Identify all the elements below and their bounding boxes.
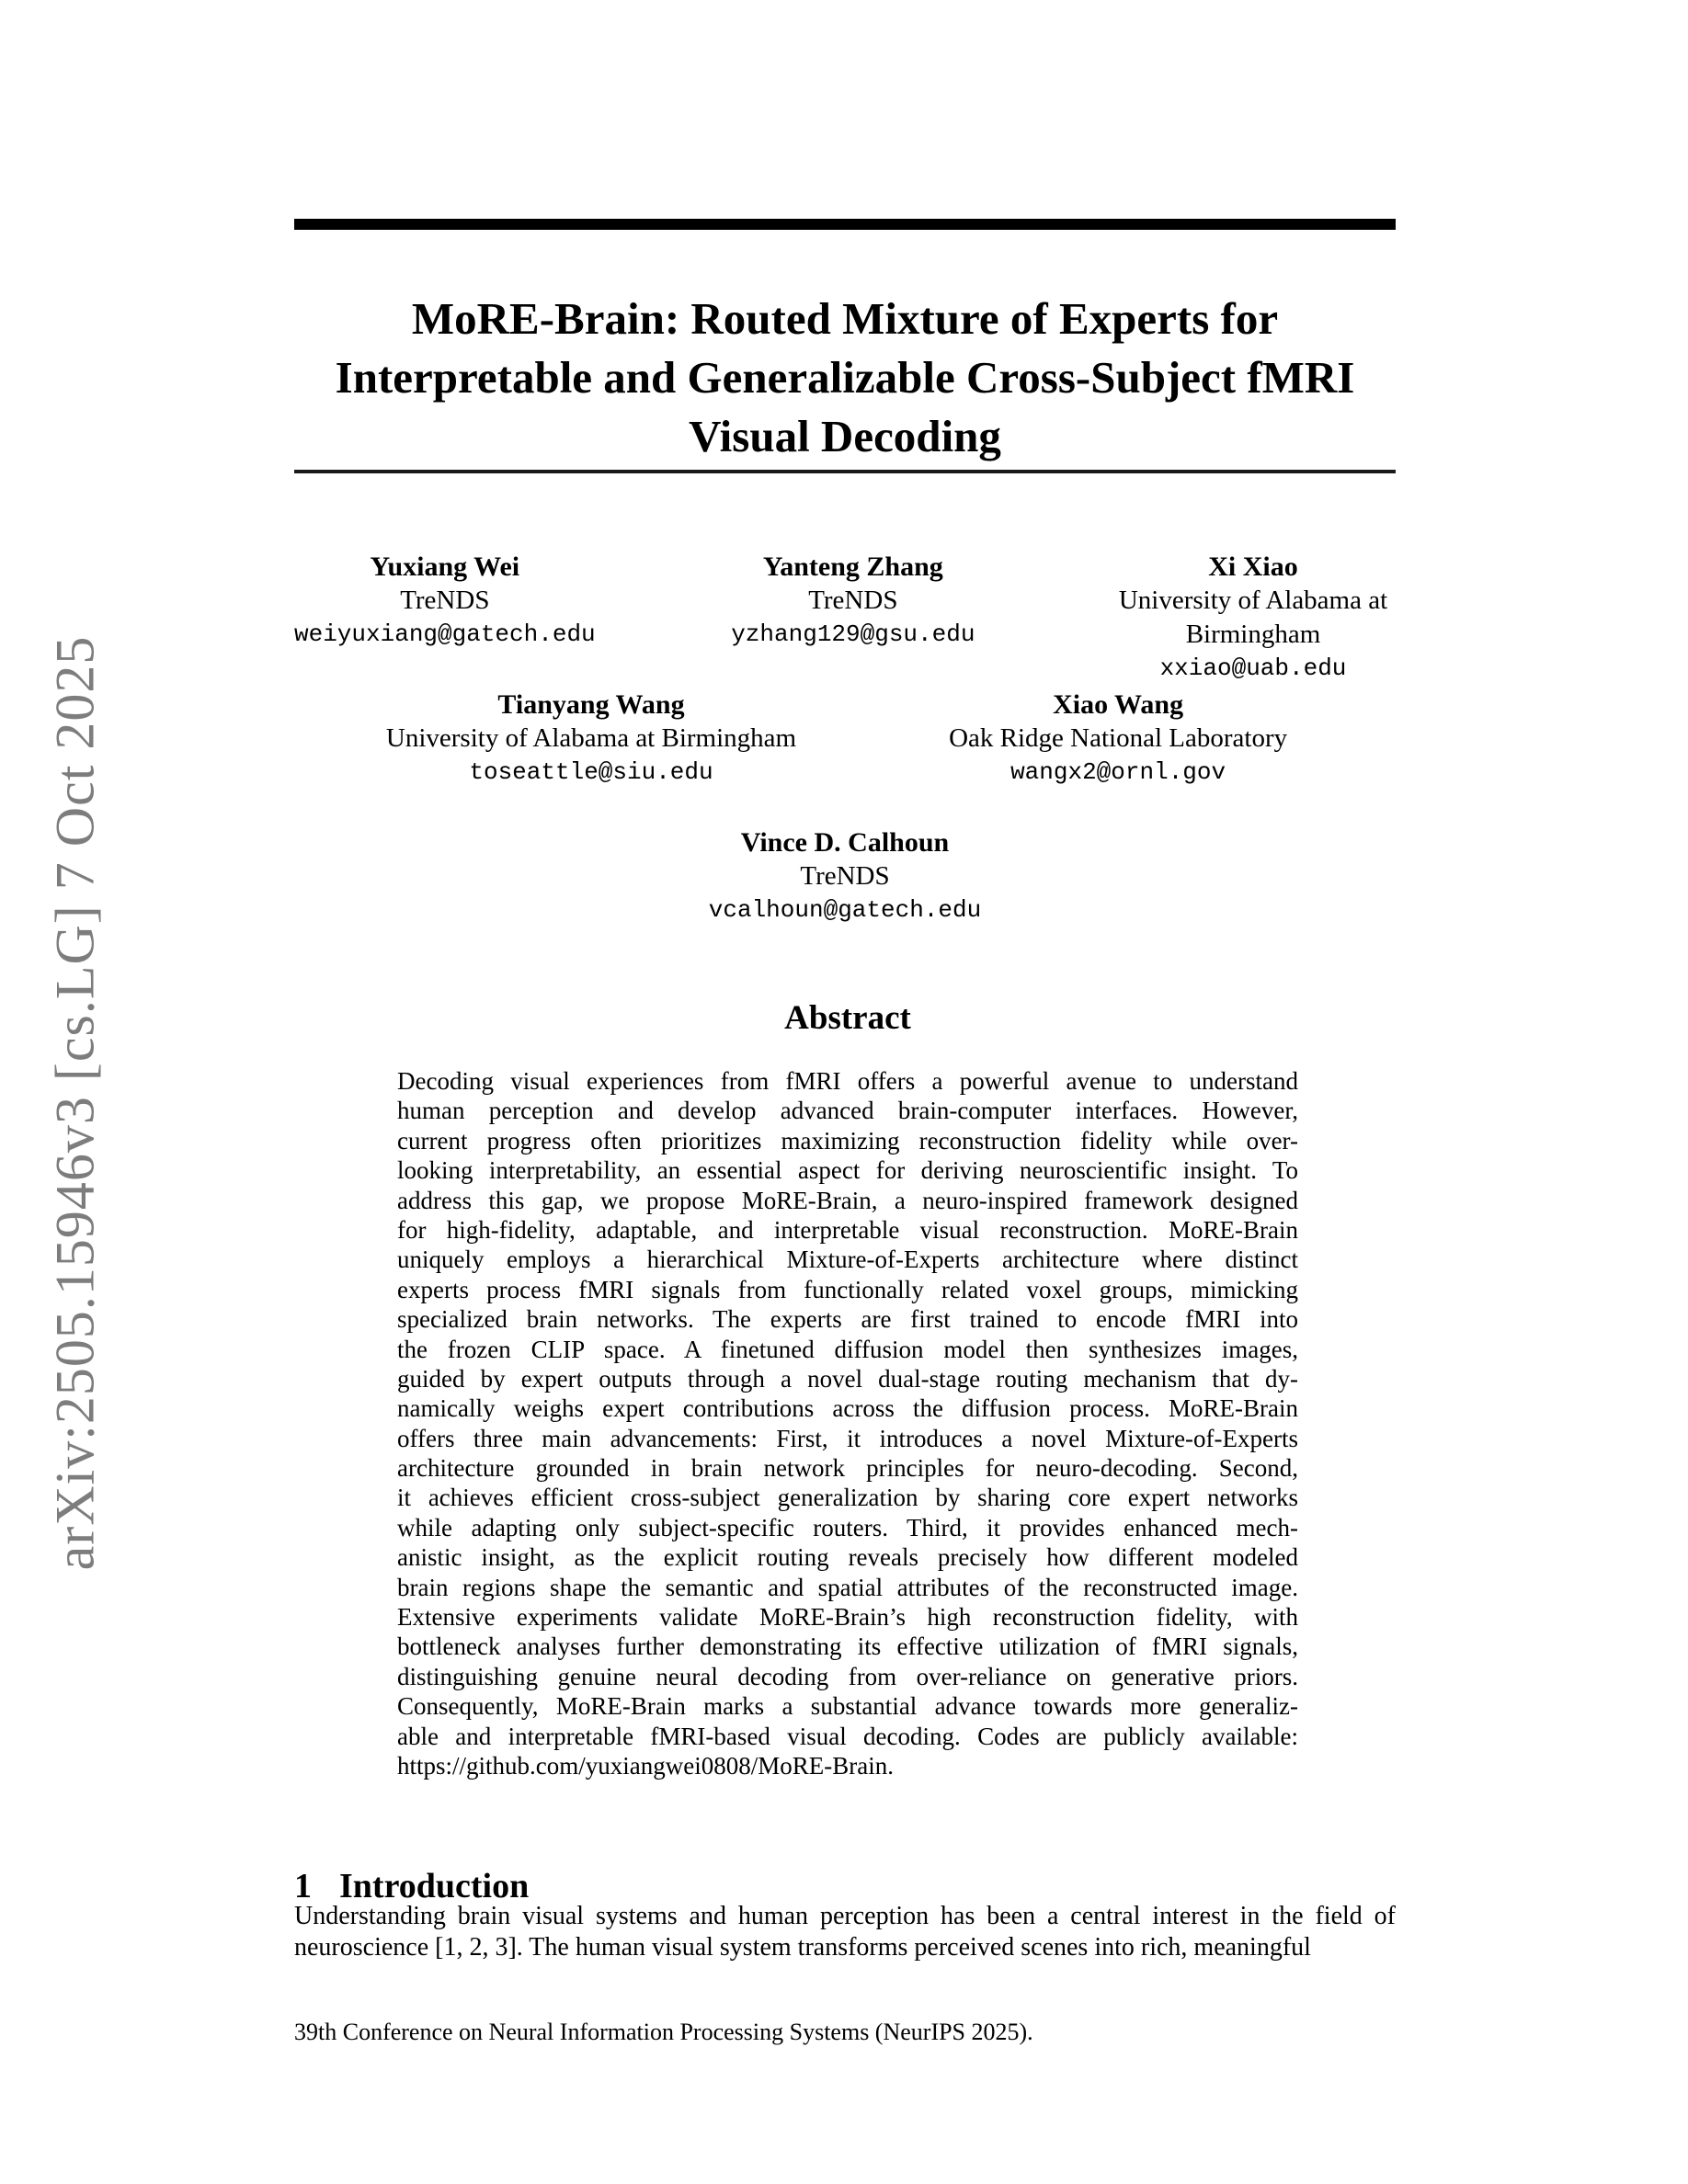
author-email: wangx2@ornl.gov	[1010, 758, 1226, 786]
abstract-line: Decoding visual experiences from fMRI offers a powerful avenue to understand	[397, 1067, 1298, 1095]
section-number: 1	[294, 1866, 312, 1905]
abstract-line: https://github.com/yuxiangwei0808/MoRE-Brain.	[397, 1751, 894, 1780]
abstract-line: the frozen CLIP space. A finetuned diffusion model then synthesizes images,	[397, 1335, 1298, 1363]
author-name: Yuxiang Wei	[370, 552, 520, 582]
authors-row-1	[294, 550, 1396, 686]
author-card	[1111, 550, 1396, 686]
abstract-line: architecture grounded in brain network principles for neuro-decoding. Second,	[397, 1454, 1298, 1483]
abstract-heading: Abstract	[784, 999, 911, 1037]
author-name: Xiao Wang	[1053, 689, 1184, 720]
author-name: Tianyang Wang	[497, 689, 685, 720]
introduction-paragraph: Understanding brain visual systems and human perception has been a central interest in the field of neuroscience [1, 2, 3]. The human visual system transforms perceived scenes into rich, meaningful	[294, 1902, 1396, 1962]
author-email: xxiao@uab.edu	[1159, 654, 1347, 682]
abstract-line: current progress often prioritizes maximizing reconstruction fidelity while over-	[397, 1126, 1298, 1155]
abstract-line: looking interpretability, an essential aspect for deriving neuroscientific insight. To	[397, 1156, 1298, 1185]
abstract-line: specialized brain networks. The experts are first trained to encode fMRI into	[397, 1305, 1298, 1334]
abstract-line: distinguishing genuine neural decoding from over-reliance on generative priors.	[397, 1662, 1298, 1690]
arxiv-watermark: arXiv:2505.15946v3 [cs.LG] 7 Oct 2025	[44, 635, 106, 1571]
abstract-line: it achieves efficient cross-subject generalization by sharing core expert networks	[397, 1484, 1298, 1512]
abstract-line: anistic insight, as the explicit routing reveals precisely how different modeled	[397, 1543, 1298, 1572]
author-card	[587, 825, 1102, 927]
author-name: Xi Xiao	[1208, 552, 1298, 582]
author-email: toseattle@siu.edu	[469, 758, 713, 786]
abstract-line: uniquely employs a hierarchical Mixture-of-Experts architecture where distinct	[397, 1246, 1298, 1274]
section-title: Introduction	[339, 1866, 530, 1905]
author-email: yzhang129@gsu.edu	[731, 620, 975, 648]
author-affiliation: TreNDS	[400, 586, 490, 615]
authors-row-2	[294, 688, 1396, 790]
abstract-line: while adapting only subject-specific routers. Third, it provides enhanced mech-	[397, 1513, 1298, 1541]
abstract-text	[397, 1066, 1298, 1780]
author-affiliation: University of Alabama at Birmingham	[385, 723, 797, 753]
paper-title	[294, 290, 1396, 466]
abstract-line: namically weighs expert contributions across the diffusion process. MoRE-Brain	[397, 1394, 1298, 1423]
author-card	[879, 688, 1357, 790]
abstract-line: Consequently, MoRE-Brain marks a substantial advance towards more generaliz-	[397, 1692, 1298, 1721]
author-affiliation: TreNDS	[800, 861, 890, 891]
abstract-line: experts process fMRI signals from functionally related voxel groups, mimicking	[397, 1275, 1298, 1303]
conference-footnote: 39th Conference on Neural Information Processing Systems (NeurIPS 2025).	[294, 2019, 1033, 2045]
author-affiliation: University of Alabama at Birmingham	[1118, 586, 1388, 649]
abstract-line: for high-fidelity, adaptable, and interpretable visual reconstruction. MoRE-Brain	[397, 1215, 1298, 1244]
author-name: Vince D. Calhoun	[740, 827, 950, 858]
abstract-line: able and interpretable fMRI-based visual decoding. Codes are publicly available:	[397, 1722, 1298, 1750]
authors-row-3	[294, 825, 1396, 927]
author-card	[294, 550, 596, 686]
author-email: weiyuxiang@gatech.edu	[294, 620, 596, 648]
abstract-line: guided by expert outputs through a novel dual-stage routing mechanism that dy-	[397, 1364, 1298, 1393]
author-card	[683, 550, 1023, 686]
paper-title-line: Visual Decoding	[689, 410, 1001, 461]
section-heading-introduction	[294, 1866, 1396, 1906]
abstract-line: brain regions shape the semantic and spatial attributes of the reconstructed image.	[397, 1573, 1298, 1601]
paper-title-line: MoRE-Brain: Routed Mixture of Experts for	[411, 292, 1279, 344]
paper-title-line: Interpretable and Generalizable Cross-Subject fMRI	[335, 351, 1355, 403]
abstract-line: bottleneck analyses further demonstrating its effective utilization of fMRI signals,	[397, 1632, 1298, 1661]
author-affiliation: Oak Ridge National Laboratory	[949, 723, 1288, 753]
abstract-line: Extensive experiments validate MoRE-Brain’s high reconstruction fidelity, with	[397, 1603, 1298, 1632]
title-rule-bottom	[294, 470, 1396, 473]
abstract-line: offers three main advancements: First, it introduces a novel Mixture-of-Experts	[397, 1424, 1298, 1452]
abstract-line: address this gap, we propose MoRE-Brain, a neuro-inspired framework designed	[397, 1186, 1298, 1214]
author-name: Yanteng Zhang	[762, 552, 943, 582]
title-rule-top	[294, 219, 1396, 230]
author-affiliation: TreNDS	[808, 586, 898, 615]
author-email: vcalhoun@gatech.edu	[708, 896, 982, 924]
author-card	[386, 688, 796, 790]
abstract-line: human perception and develop advanced brain-computer interfaces. However,	[397, 1097, 1298, 1125]
